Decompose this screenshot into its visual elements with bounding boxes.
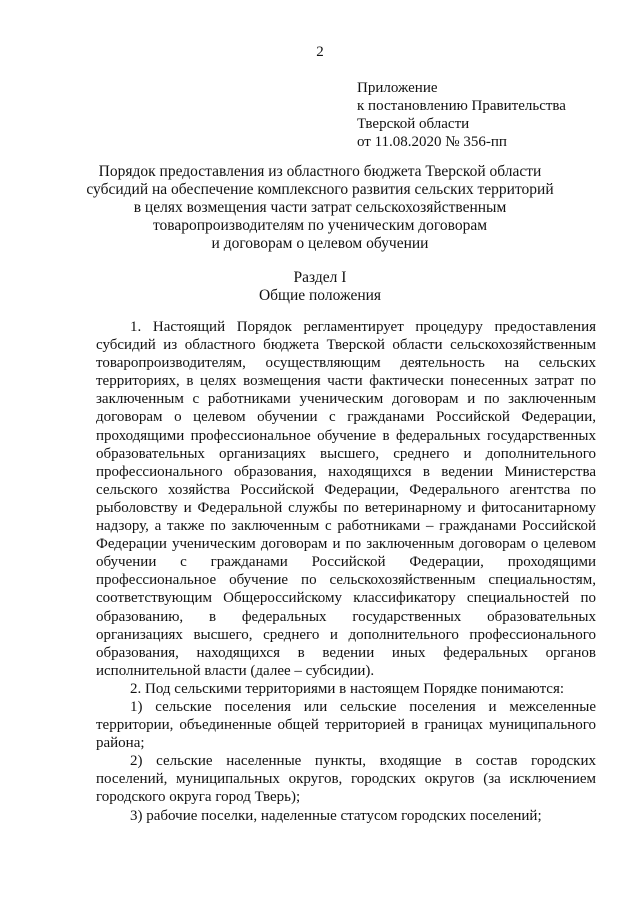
paragraph: 1) сельские поселения или сельские поселения и межселенные территории, объединенные общей территорией в границах муниципального района;	[96, 698, 596, 752]
paragraph: 1. Настоящий Порядок регламентирует процедуру предоставления субсидий из областного бюджета Тверской области сельскохозяйственным товаропроизводителям, осуществляющим деятельность на сельских территориях, в целях возмещения части фактически понесенных затрат по заключенным с работниками ученическим договорам и по заключенным договорам о целевом обучении с гражданами Российской Федерации, проходящими профессиональное обучение в федеральных государственных образовательных организациях высшего, среднего и дополнительного профессионального образования, находящихся в ведении Министерства сельского хозяйства Российской Федерации, Федерального агентства по рыболовству и Федеральной службы по ветеринарному и фитосанитарному надзору, а также по заключенным с работниками – гражданами Российской Федерации ученическим договорам и по заключенным договорам о целевом обучении с гражданами Российской Федерации, проходящими профессиональное обучение по сельскохозяйственным специальностям, соответствующим Общероссийскому классификатору специальностей по образованию, в федеральных государственных образовательных организациях высшего, среднего и дополнительного профессионального образования, находящихся в ведении иных федеральных органов исполнительной власти (далее – субсидии).	[96, 319, 596, 679]
body-text	[96, 318, 596, 825]
appendix-line: Приложение	[357, 80, 438, 96]
paragraph: 2) сельские населенные пункты, входящие в состав городских поселений, муниципальных округов, городских округов (за исключением городского округа город Тверь);	[96, 753, 596, 806]
section-subheading: Общие положения	[258, 287, 382, 304]
section-heading: Раздел I	[293, 269, 347, 286]
title-line: Порядок предоставления из областного бюджета Тверской области	[98, 163, 542, 180]
paragraph: 2. Под сельскими территориями в настоящем Порядке понимаются:	[130, 680, 565, 697]
document-title	[60, 163, 580, 253]
paragraph: 3) рабочие поселки, наделенные статусом городских поселений;	[130, 807, 542, 824]
appendix-line: Тверской области	[357, 116, 470, 132]
appendix-block	[357, 79, 566, 151]
title-line: в целях возмещения части затрат сельскохозяйственным	[133, 199, 507, 216]
title-line: и договорам о целевом обучении	[211, 235, 429, 252]
title-line: субсидий на обеспечение комплексного развития сельских территорий	[86, 181, 554, 198]
title-line: товаропроизводителям по ученическим договорам	[152, 217, 488, 234]
appendix-line: от 11.08.2020 № 356-пп	[357, 134, 507, 150]
appendix-line: к постановлению Правительства	[357, 98, 566, 114]
page-number: 2	[316, 44, 324, 60]
section-heading-block	[60, 269, 580, 305]
